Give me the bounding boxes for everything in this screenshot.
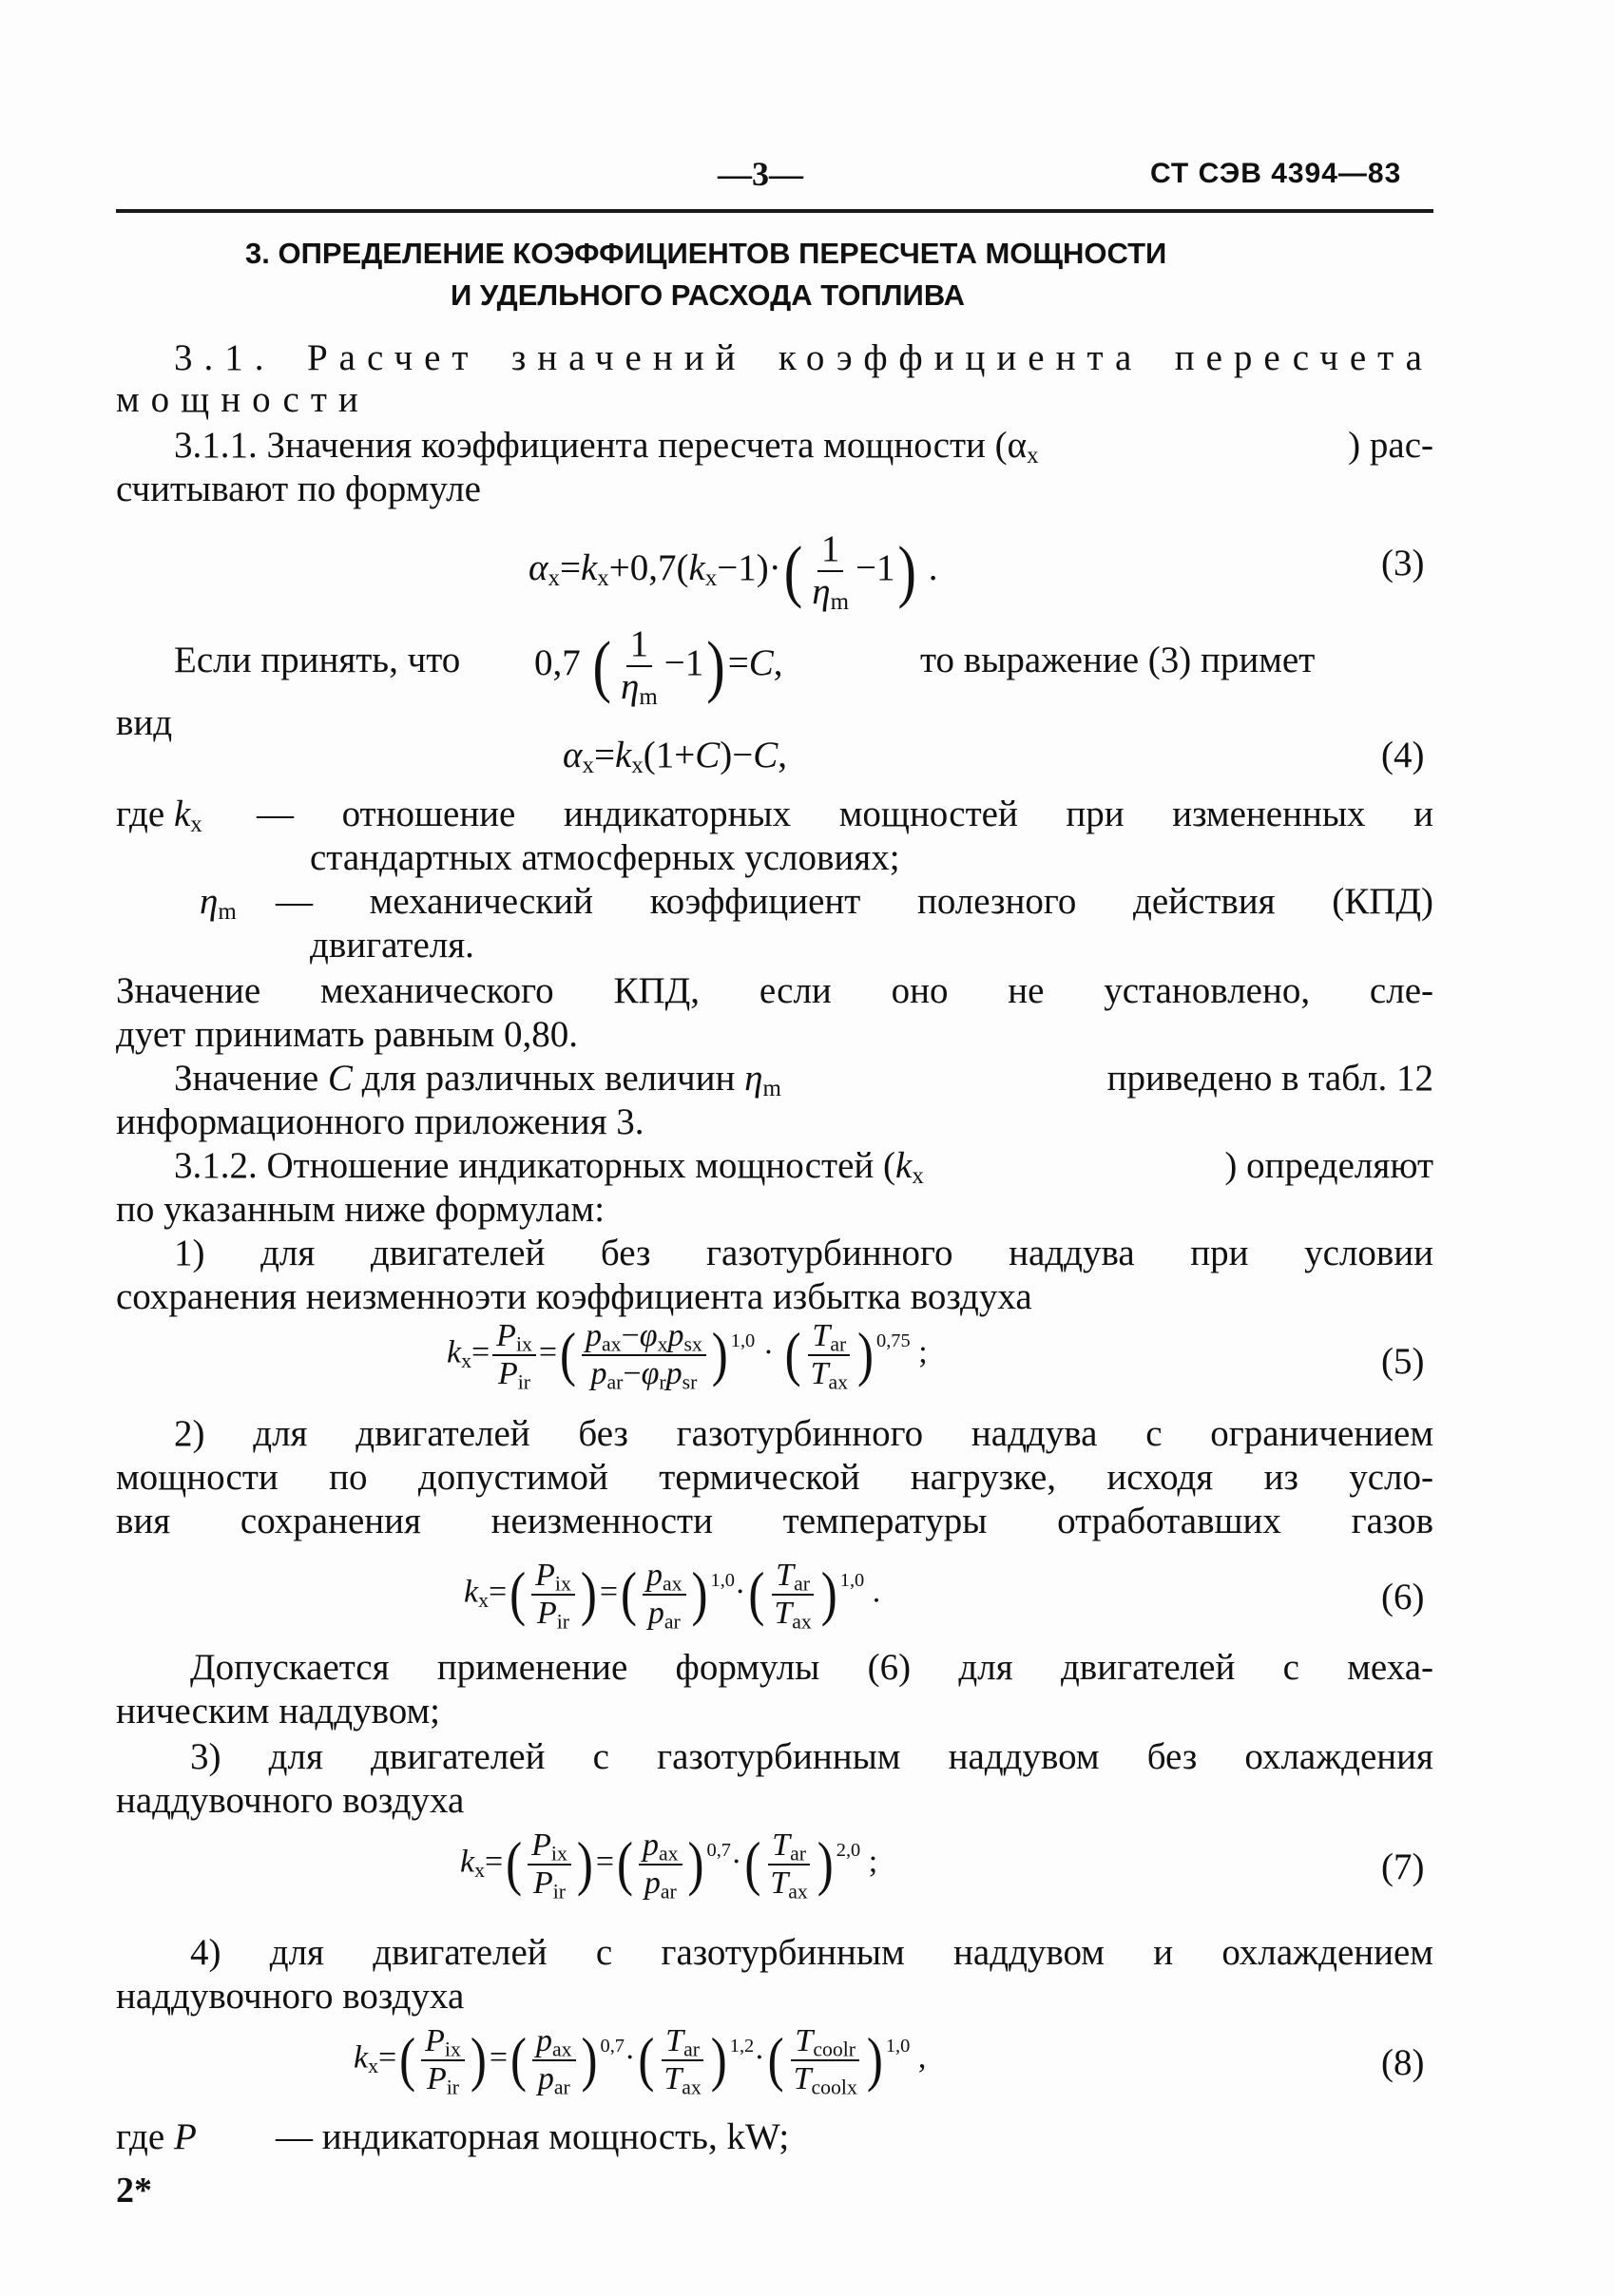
para-c-text-b: для различных величин (361, 1058, 736, 1099)
equation-4-number: (4) (1381, 735, 1425, 775)
item1-line2: сохранения неизменноэти коэффициента избытка воздуха (116, 1276, 1032, 1317)
item3-line2: наддувочного воздуха (116, 1780, 465, 1821)
para-allow-line1: Допускается применение формулы (6) для двигателей с меха- (190, 1647, 1433, 1688)
defs1-eta-line1: — механический коэффициент полезного действия (КПД) (276, 881, 1433, 922)
equation-6-number: (6) (1381, 1577, 1425, 1617)
equation-4: $\alpha_x=k_x(1+C)-C$, (563, 735, 788, 779)
equation-6: $k_x=$( $\frac{P_{ix}}{P_{ir}}$ )=( $\frac{p_{ax}}{p_{ar}}$ ) $^{1,0}$·( $\frac{T_{ar}}{T_{ax}}$ ) $^{1,0}$ . (464, 1558, 881, 1634)
equation-7-number: (7) (1381, 1846, 1425, 1887)
equation-7: $k_x=$( $\frac{P_{ix}}{P_{ir}}$ )=( $\frac{p_{ax}}{p_{ar}}$ ) $^{0,7}$·( $\frac{T_{ar}}{T_{ax}}$ ) $^{2,0}$ ; (460, 1827, 878, 1904)
paragraph-3-1-2-line2: по указанным ниже формулам: (116, 1189, 606, 1230)
defs2-p-row: где P (116, 2116, 197, 2157)
defs1-kx-line2: стандартных атмосферных условиях; (310, 837, 900, 878)
item2-line3: вия сохранения неизменности температуры отработавших газов (116, 1501, 1433, 1541)
defs1-kx-row: где $k_x$ (116, 794, 202, 838)
header-rule (116, 209, 1433, 213)
equation-5-number: (5) (1381, 1341, 1425, 1382)
equation-5: $k_x=$ $\frac{P_{ix}}{P_{ir}}$ =( $\frac{p_{ax}-\varphi_xp_{sx}}{p_{ar}-\varphi_rp_{sr}}$ ) $^{1,0}$ · ( $\frac{T_{ar}}{T_{ax}}$ ) $^{0,75}$ ; (447, 1318, 928, 1394)
paragraph-3-1-1-line1 (174, 424, 1433, 468)
item3-line1: 3) для двигателей с газотурбинным наддувом без охлаждения (190, 1736, 1433, 1777)
paragraph-3-1-1-line2: считывают по формуле (116, 469, 481, 509)
para-c-text-c: приведено в табл. 12 (1106, 1058, 1433, 1099)
paragraph-3-1-2-line1: 3.1.2. Отношение индикаторных мощностей ($k_x$ ) определяют (174, 1145, 1433, 1190)
item2-line2: мощности по допустимой термической нагрузке, исходя из усло- (116, 1457, 1433, 1498)
para-c-text-a: Значение (174, 1058, 319, 1099)
section-title-line1: 3. ОПРЕДЕЛЕНИЕ КОЭФФИЦИЕНТОВ ПЕРЕСЧЕТА МОЩНОСТИ (245, 237, 1167, 270)
item1-line1: 1) для двигателей без газотурбинного наддува при условии (174, 1233, 1433, 1273)
footer-signature: 2* (116, 2171, 152, 2210)
defs1-eta-symbol: $\eta_m$ (200, 881, 237, 926)
defs2-where: где (116, 2116, 165, 2157)
if-line-cont: вид (116, 702, 173, 743)
if-line-part1: Если принять, что (174, 640, 461, 680)
item4-line1: 4) для двигателей с газотурбинным наддувом и охлаждением (190, 1932, 1433, 1973)
para-312-text-a: 3.1.2. Отношение индикаторных мощностей ( (174, 1145, 896, 1186)
equation-c-definition: 0,7 ( $\frac{1}{\eta_m}$ −1)=C, (534, 623, 783, 711)
para-mech-line2: дует принимать равным 0,80. (116, 1014, 578, 1055)
page-number: —3— (718, 155, 803, 193)
section-title-line2: И УДЕЛЬНОГО РАСХОДА ТОПЛИВА (451, 278, 966, 312)
para-c-line1: Значение C для различных величин $\eta_m$ приведено в табл. 12 (174, 1058, 1433, 1102)
para-c-line2: информационного приложения 3. (116, 1101, 644, 1142)
equation-8-number: (8) (1381, 2042, 1425, 2083)
subsection-3-1-heading-cont: мощности (116, 379, 370, 420)
para-311-text-a: 3.1.1. Значения коэффициента пересчета мощности (α (174, 425, 1028, 466)
item4-line2: наддувочного воздуха (116, 1976, 465, 2017)
equation-8: $k_x=$( $\frac{P_{ix}}{P_{ir}}$ )=( $\frac{p_{ax}}{p_{ar}}$ ) $^{0,7}$·( $\frac{T_{ar}}{T_{ax}}$ ) $^{1,2}$·( $\frac{T_{coolr}}{T_{coolx}}$ ) $^{1,0}$ , (354, 2023, 927, 2099)
para-311-sub: x (1027, 443, 1039, 469)
defs1-kx-line1: — отношение индикаторных мощностей при измененных и (257, 794, 1433, 834)
defs1-eta-line2: двигателя. (310, 925, 474, 966)
para-312-text-b: ) определяют (1224, 1145, 1433, 1186)
defs2-p-text: — индикаторная мощность, kW; (276, 2116, 790, 2157)
standard-number: СТ СЭВ 4394—83 (1150, 158, 1402, 189)
equation-3: $\alpha_x=k_x+0,7(k_x-1)\cdot$( $\frac{1}{\eta_m}$ −1) . (529, 528, 938, 616)
equation-3-number: (3) (1381, 543, 1425, 584)
subsection-3-1-heading: 3.1. Расчет значений коэффициента пересчета (174, 337, 1433, 378)
defs1-where: где (116, 794, 165, 834)
para-allow-line2: ническим наддувом; (116, 1691, 440, 1732)
item2-line1: 2) для двигателей без газотурбинного наддува с ограничением (174, 1413, 1433, 1454)
if-line-part2: то выражение (3) примет (920, 640, 1316, 680)
para-mech-line1: Значение механического КПД, если оно не установлено, сле- (116, 970, 1433, 1011)
para-311-text-b: ) рас- (1348, 425, 1433, 466)
